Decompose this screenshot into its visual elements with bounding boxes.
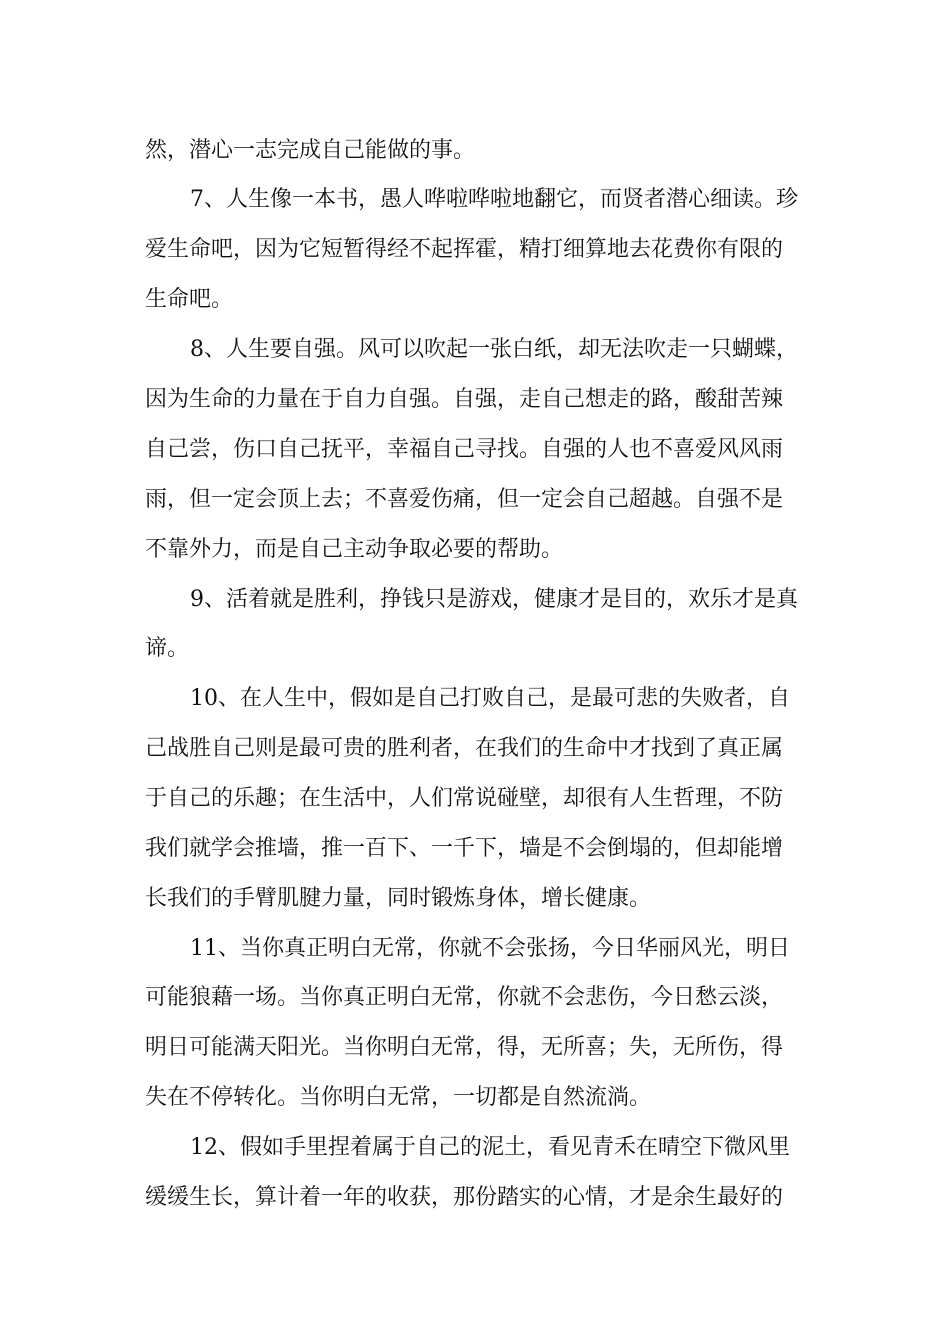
paragraph-7-line: 7、人生像一本书，愚人哗啦哗啦地翻它，而贤者潜心细读。珍: [190, 187, 798, 212]
text-line: 失在不停转化。当你明白无常，一切都是自然流淌。: [145, 1085, 652, 1110]
paragraph-10-line: 10、在人生中，假如是自己打败自己，是最可悲的失败者，自: [190, 686, 790, 711]
text-line: 自己尝，伤口自己抚平，幸福自己寻找。自强的人也不喜爱风风雨: [145, 437, 784, 462]
text-line: 明日可能满天阳光。当你明白无常，得，无所喜；失，无所伤，得: [145, 1035, 784, 1060]
text-line: 因为生命的力量在于自力自强。自强，走自己想走的路，酸甜苦辣: [145, 387, 784, 412]
text-line: 不靠外力，而是自己主动争取必要的帮助。: [145, 537, 564, 562]
text-line: 谛。: [145, 636, 190, 661]
text-line: 我们就学会推墙，推一百下、一千下，墙是不会倒塌的，但却能增: [145, 836, 784, 861]
paragraph-9-line: 9、活着就是胜利，挣钱只是游戏，健康才是目的，欢乐才是真: [190, 587, 798, 612]
text-line: 己战胜自己则是最可贵的胜利者，在我们的生命中才找到了真正属: [145, 736, 784, 761]
text-line: 长我们的手臂肌腱力量，同时锻炼身体，增长健康。: [145, 886, 652, 911]
text-line: 爱生命吧，因为它短暂得经不起挥霍，精打细算地去花费你有限的: [145, 237, 784, 262]
text-line: 生命吧。: [145, 287, 234, 312]
paragraph-11-line: 11、当你真正明白无常，你就不会张扬，今日华丽风光，明日: [190, 936, 790, 961]
text-line: 然，潜心一志完成自己能做的事。: [145, 138, 476, 163]
paragraph-8-line: 8、人生要自强。风可以吹起一张白纸，却无法吹走一只蝴蝶，: [190, 337, 798, 362]
text-line: 雨，但一定会顶上去；不喜爱伤痛，但一定会自己超越。自强不是: [145, 487, 784, 512]
paragraph-12-line: 12、假如手里捏着属于自己的泥土，看见青禾在晴空下微风里: [190, 1135, 790, 1160]
text-line: 于自己的乐趣；在生活中，人们常说碰壁，却很有人生哲理，不防: [145, 786, 784, 811]
text-line: 可能狼藉一场。当你真正明白无常，你就不会悲伤，今日愁云淡，: [145, 985, 784, 1010]
text-line: 缓缓生长，算计着一年的收获，那份踏实的心情，才是余生最好的: [145, 1185, 784, 1210]
